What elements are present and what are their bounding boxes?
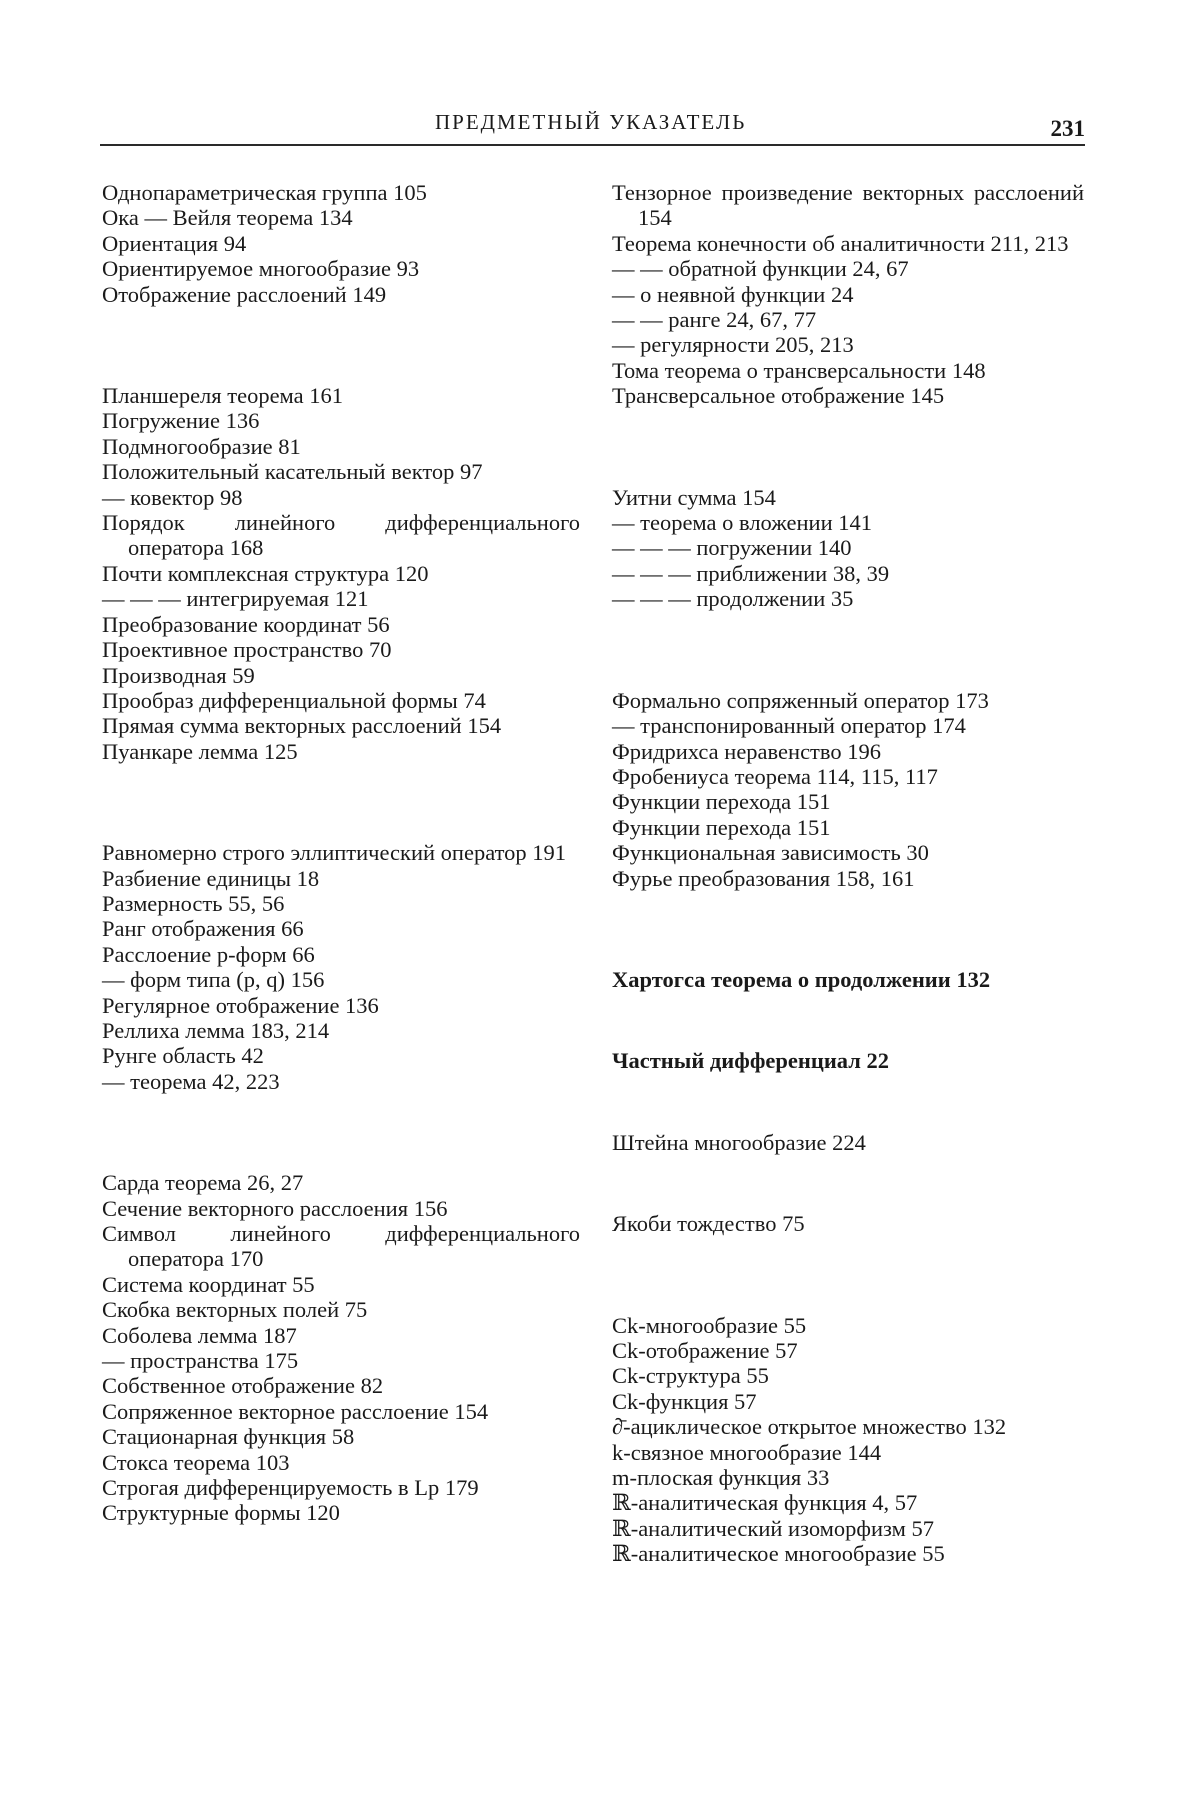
index-group [612, 1130, 1084, 1155]
index-entry: Отображение расслоений 149 [102, 281, 387, 307]
index-entry: Разбиение единицы 18 [102, 865, 320, 891]
index-entry: Функции перехода 151 [612, 814, 831, 840]
index-entry: ∂̄-ациклическое открытое множество 132 [612, 1414, 1007, 1440]
index-entry: — — — приближении 38, 39 [612, 560, 890, 586]
index-entry: Строгая дифференцируемость в Lp 179 [102, 1475, 479, 1501]
index-entry: Планшереля теорема 161 [102, 383, 344, 409]
group-spacer [102, 307, 580, 383]
index-column-right [612, 180, 1084, 1567]
index-entry: Штейна многообразие 224 [612, 1129, 866, 1155]
index-entry: Расслоение p-форм 66 [102, 941, 315, 967]
index-entry: Хартогса теорема о продолжении 132 [612, 966, 991, 992]
index-entry: — теорема 42, 223 [102, 1068, 280, 1094]
index-entry: — — — погружении 140 [612, 535, 852, 561]
group-spacer [612, 409, 1084, 485]
index-entry: Сечение векторного расслоения 156 [102, 1195, 448, 1221]
index-entry: Положительный касательный вектор 97 [102, 459, 483, 485]
index-entry: Погружение 136 [102, 408, 260, 434]
index-entry: Скобка векторных полей 75 [102, 1297, 368, 1323]
index-entry: Ранг отображения 66 [102, 916, 304, 942]
index-entry: — регулярности 205, 213 [612, 332, 854, 358]
index-group [612, 485, 1084, 612]
index-entry: Функциональная зависимость 30 [612, 840, 929, 866]
index-entry: — форм типа (p, q) 156 [102, 967, 325, 993]
index-entry: Стокса теорема 103 [102, 1449, 290, 1475]
index-entry: Ck-функция 57 [612, 1388, 757, 1414]
index-entry: Размерность 55, 56 [102, 890, 285, 916]
index-entry: k-связное многообразие 144 [612, 1439, 882, 1465]
group-spacer [102, 1094, 580, 1170]
index-group [612, 1048, 1084, 1073]
index-entry: Однопараметрическая группа 105 [102, 180, 427, 205]
header-rule [100, 144, 1085, 146]
index-column-left [102, 180, 580, 1526]
index-entry: ℝ-аналитическая функция 4, 57 [612, 1490, 918, 1516]
page-number: 231 [1050, 116, 1085, 141]
index-entry: Ck-структура 55 [612, 1363, 769, 1389]
index-entry: Производная 59 [102, 662, 255, 688]
group-spacer [612, 612, 1084, 688]
index-group [102, 1170, 580, 1526]
index-entry: — пространства 175 [102, 1348, 299, 1374]
group-spacer [612, 1155, 1084, 1211]
group-spacer [612, 1237, 1084, 1313]
index-entry: — теорема о вложении 141 [612, 510, 872, 536]
index-entry: Символ линейного дифференциального оператора 170 [102, 1221, 580, 1272]
index-entry: Почти комплексная структура 120 [102, 560, 429, 586]
index-group [612, 1211, 1084, 1236]
index-entry: Порядок линейного дифференциального оператора 168 [102, 510, 580, 561]
index-entry: ℝ-аналитический изоморфизм 57 [612, 1515, 934, 1541]
index-entry: Теорема конечности об аналитичности 211, 213 [612, 230, 1069, 256]
index-entry: Якоби тождество 75 [612, 1211, 805, 1237]
index-entry: Реллиха лемма 183, 214 [102, 1017, 330, 1043]
index-entry: Функции перехода 151 [612, 789, 831, 815]
index-entry: m-плоская функция 33 [612, 1465, 830, 1490]
index-entry: Прямая сумма векторных расслоений 154 [102, 713, 502, 739]
index-entry: Частный дифференциал 22 [612, 1048, 889, 1074]
index-entry: ℝ-аналитическое многообразие 55 [612, 1541, 945, 1567]
index-entry: Стационарная функция 58 [102, 1424, 355, 1450]
running-title: ПРЕДМЕТНЫЙ УКАЗАТЕЛЬ [435, 110, 747, 134]
group-spacer [612, 891, 1084, 967]
index-group [612, 1313, 1084, 1567]
index-entry: — — обратной функции 24, 67 [612, 256, 909, 282]
index-entry: Равномерно строго эллиптический оператор 191 [102, 840, 567, 866]
index-entry: — — ранге 24, 67, 77 [612, 307, 817, 333]
index-entry: — о неявной функции 24 [612, 281, 854, 307]
index-entry: Ck-отображение 57 [612, 1337, 798, 1363]
index-entry: Сарда теорема 26, 27 [102, 1170, 304, 1196]
index-entry: Ока — Вейля теорема 134 [102, 205, 353, 231]
index-group [102, 840, 580, 1094]
index-entry: Уитни сумма 154 [612, 484, 776, 510]
index-entry: Преобразование координат 56 [102, 611, 390, 637]
index-entry: Тома теорема о трансверсальности 148 [612, 357, 986, 383]
index-entry: Ориентируемое многообразие 93 [102, 256, 420, 282]
index-group [612, 967, 1084, 992]
group-spacer [612, 1074, 1084, 1130]
index-group [102, 383, 580, 764]
index-group [102, 180, 580, 307]
index-entry: Рунге область 42 [102, 1043, 264, 1069]
index-entry: — — — продолжении 35 [612, 586, 854, 612]
index-entry: Ориентация 94 [102, 230, 247, 256]
index-entry: — транспонированный оператор 174 [612, 713, 966, 739]
index-entry: Проективное пространство 70 [102, 637, 392, 663]
index-group [612, 180, 1084, 409]
index-entry: Ck-многообразие 55 [612, 1312, 807, 1338]
index-entry: Формально сопряженный оператор 173 [612, 687, 989, 713]
index-entry: Фробениуса теорема 114, 115, 117 [612, 763, 938, 789]
index-entry: — ковектор 98 [102, 484, 243, 510]
index-entry: Подмногообразие 81 [102, 433, 301, 459]
index-entry: — — — интегрируемая 121 [102, 586, 369, 612]
index-entry: Структурные формы 120 [102, 1500, 340, 1526]
index-entry: Пуанкаре лемма 125 [102, 738, 298, 764]
index-entry: Система координат 55 [102, 1271, 315, 1297]
index-entry: Собственное отображение 82 [102, 1373, 384, 1399]
index-entry: Фридрихса неравенство 196 [612, 738, 881, 764]
index-entry: Сопряженное векторное расслоение 154 [102, 1398, 489, 1424]
index-entry: Соболева лемма 187 [102, 1322, 297, 1348]
index-entry: Трансверсальное отображение 145 [612, 383, 945, 409]
index-group [612, 688, 1084, 891]
index-entry: Регулярное отображение 136 [102, 992, 379, 1018]
index-entry: Прообраз дифференциальной формы 74 [102, 687, 486, 713]
page-header [100, 110, 1085, 150]
index-entry: Тензорное произведение векторных расслоений 154 [612, 180, 1084, 231]
group-spacer [612, 992, 1084, 1048]
index-entry: Фурье преобразования 158, 161 [612, 865, 915, 891]
group-spacer [102, 764, 580, 840]
